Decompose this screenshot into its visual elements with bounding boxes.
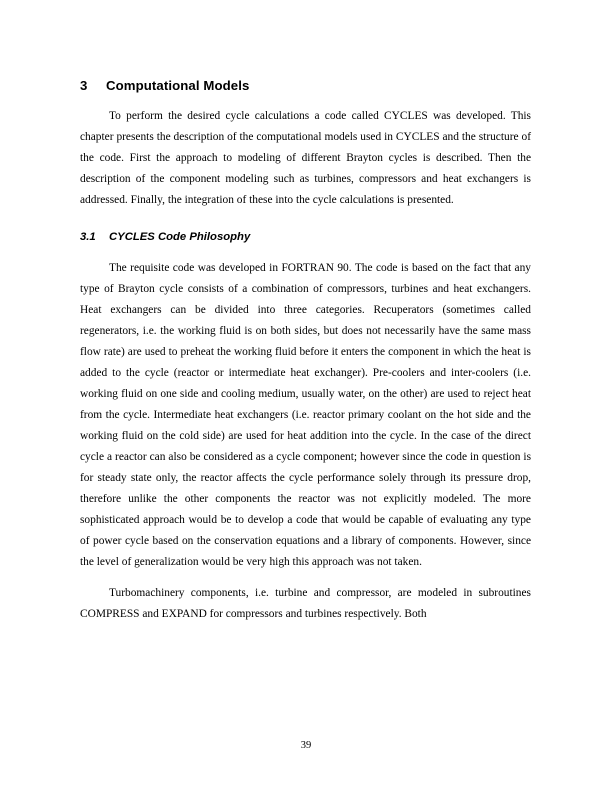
spacer-after-subsection-heading [80, 245, 531, 258]
body-paragraph-2: Turbomachinery components, i.e. turbine and compressor, are modeled in subroutines COMPRESS and EXPAND for compressors and turbines respectively. Both [80, 587, 531, 620]
section-title: Computational Models [106, 78, 250, 93]
subsection-heading [80, 230, 531, 245]
page-number: 39 [300, 740, 312, 751]
page-content [80, 78, 531, 625]
subsection-title: CYCLES Code Philosophy [109, 231, 251, 243]
spacer-before-subsection [80, 211, 531, 230]
spacer-between-paragraphs [80, 573, 531, 583]
subsection-number: 3.1 [80, 231, 96, 243]
section-heading [80, 78, 531, 94]
section-number: 3 [80, 78, 88, 93]
spacer-after-section-heading [80, 94, 531, 106]
intro-paragraph: To perform the desired cycle calculations a code called CYCLES was developed. This chapter presents the description of the computational models used in CYCLES and the structure of the code. First the approach to modeling of different Brayton cycles is described. Then the description of the component modeling such as turbines, compressors and heat exchangers is addressed. Finally, the integration of these into the cycle calculations is presented. [80, 110, 531, 206]
body-paragraph-1: The requisite code was developed in FORTRAN 90. The code is based on the fact that any type of Brayton cycle consists of a combination of compressors, turbines and heat exchangers. Heat exchangers can be divided into three categories. Recuperators (sometimes called regenerators, i.e. the working fluid is on both sides, but does not necessarily have the same mass flow rate) are used to preheat the working fluid before it enters the component in which the heat is added to the cycle (reactor or intermediate heat exchanger). Pre-coolers and inter-coolers (i.e. working fluid on one side and cooling medium, usually water, on the other) are used to reject heat from the cycle. Intermediate heat exchangers (i.e. reactor primary coolant on the hot side and the working fluid on the cold side) are used for heat addition into the cycle. In the case of the direct cycle a reactor can also be considered as a cycle component; however since the code in question is for steady state only, the reactor affects the cycle performance solely through its pressure drop, therefore unlike the other components the reactor was not explicitly modeled. The more sophisticated approach would be to develop a code that would be capable of evaluating any type of power cycle based on the conservation equations and a library of components. However, since the level of generalization would be very high this approach was not taken. [80, 262, 531, 568]
